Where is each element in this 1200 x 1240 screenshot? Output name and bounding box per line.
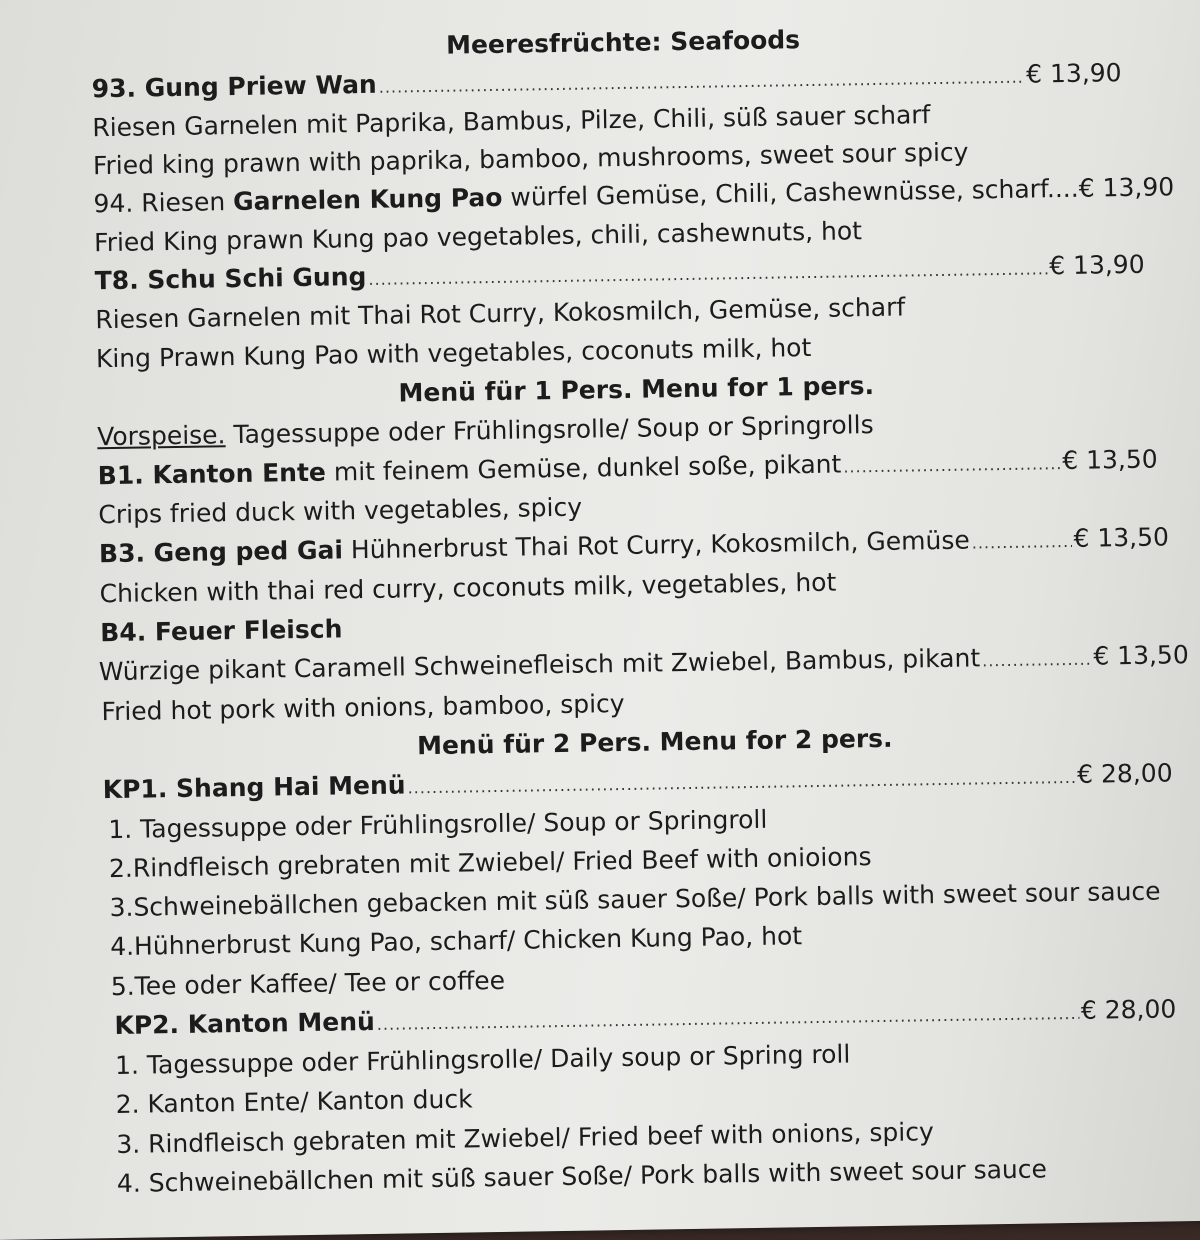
item-description-de: Riesen Garnelen mit Paprika, Bambus, Pilze, Chili, süß sauer scharf <box>92 100 931 143</box>
item-price: € 13,90 <box>1078 172 1175 203</box>
course-item: 1. Tagessuppe oder Frühlingsrolle/ Soup or Springroll <box>108 804 768 845</box>
course-item: 4.Hühnerbrust Kung Pao, scharf/ Chicken Kung Pao, hot <box>109 921 803 962</box>
dot-leader <box>843 449 1060 482</box>
item-price: € 13,90 <box>1048 249 1145 281</box>
item-description-de: Riesen Garnelen mit Thai Rot Curry, Kokosmilch, Gemüse, scharf <box>95 292 906 335</box>
item-description-de: Hühnerbrust Thai Rot Curry, Kokosmilch, Gemüse <box>350 525 970 565</box>
dot-leader <box>982 645 1092 677</box>
item-prefix: 94. Riesen <box>93 187 226 219</box>
course-item: 3. Rindfleisch gebraten mit Zwiebel/ Fried beef with onions, spicy <box>116 1117 934 1160</box>
item-description-en: Fried hot pork with onions, bamboo, spicy <box>101 688 625 727</box>
item-description-de: mit feinem Gemüse, dunkel soße, pikant <box>333 449 842 487</box>
course-item: 3.Schweinebällchen gebacken mit süß sauer Soße/ Pork balls with sweet sour sauce <box>109 876 1161 923</box>
menu-item-94 <box>93 172 1175 219</box>
item-name: KP2. Kanton Menü <box>114 1006 376 1041</box>
item-description-en: Chicken with thai red curry, coconuts milk, vegetables, hot <box>99 567 837 609</box>
section-heading-seafood: Meeresfrüchte: Seafoods <box>445 25 801 60</box>
course-item: 4. Schweinebällchen mit süß sauer Soße/ Pork balls with sweet sour sauce <box>116 1154 1048 1198</box>
section-heading-menu-2: Menü für 2 Pers. Menu for 2 pers. <box>416 723 893 761</box>
item-name: T8. Schu Schi Gung <box>94 261 367 296</box>
menu-item-b3 <box>99 522 1169 569</box>
item-description-en: Fried King prawn Kung pao vegetables, chili, cashewnuts, hot <box>93 216 863 258</box>
dot-leader <box>368 254 1047 295</box>
dot-leader <box>407 763 1075 803</box>
item-name: B1. Kanton Ente <box>97 457 327 491</box>
item-price: € 13,50 <box>1062 444 1158 476</box>
item-description-en: Crips fried duck with vegetables, spicy <box>98 492 583 530</box>
menu-item-93 <box>91 58 1121 104</box>
menu-item-t8 <box>95 250 1145 296</box>
item-price: € 28,00 <box>1076 758 1173 789</box>
menu-item-kp2 <box>114 994 1176 1041</box>
course-item: 2. Kanton Ente/ Kanton duck <box>115 1084 473 1120</box>
dot-leader <box>379 63 1025 103</box>
course-item: 5.Tee oder Kaffee/ Tee or coffee <box>110 965 506 1002</box>
menu-item-kp1 <box>103 758 1173 805</box>
item-name: 93. Gung Priew Wan <box>91 69 377 104</box>
item-description-en: Fried king prawn with paprika, bamboo, mushrooms, sweet sour spicy <box>92 137 969 181</box>
course-item: 2.Rindfleisch grebraten mit Zwiebel/ Fried Beef with onioions <box>108 842 872 884</box>
item-description-de: Würzige pikant Caramell Schweinefleisch mit Zwiebel, Bambus, pikant <box>98 643 981 687</box>
starter-line <box>97 410 874 452</box>
item-price: € 13,50 <box>1093 640 1189 671</box>
item-description-de: würfel Gemüse, Chili, Cashewnüsse, scharf.... <box>510 173 1079 212</box>
starter-text: Tagessuppe oder Frühlingsrolle/ Soup or Springrolls <box>233 410 874 450</box>
menu-item-b1 <box>98 445 1158 492</box>
item-price: € 13,50 <box>1073 522 1170 553</box>
item-price: € 13,90 <box>1025 58 1122 89</box>
section-heading-menu-1: Menü für 1 Pers. Menu for 1 pers. <box>398 371 875 408</box>
menu-item-b4-name: B4. Feuer Fleisch <box>100 614 343 648</box>
menu-item-b4 <box>99 640 1189 687</box>
item-price: € 28,00 <box>1080 994 1177 1025</box>
item-description-en: King Prawn Kung Pao with vegetables, coconuts milk, hot <box>95 332 812 374</box>
item-name: B3. Geng ped Gai <box>98 535 344 569</box>
dot-leader <box>377 999 1080 1040</box>
starter-label: Vorspeise. <box>96 420 226 452</box>
dot-leader <box>972 527 1072 559</box>
item-name: KP1. Shang Hai Menü <box>102 770 406 805</box>
item-name: Garnelen Kung Pao <box>232 182 503 217</box>
course-item: 1. Tagessuppe oder Frühlingsrolle/ Daily soup or Spring roll <box>114 1039 851 1081</box>
